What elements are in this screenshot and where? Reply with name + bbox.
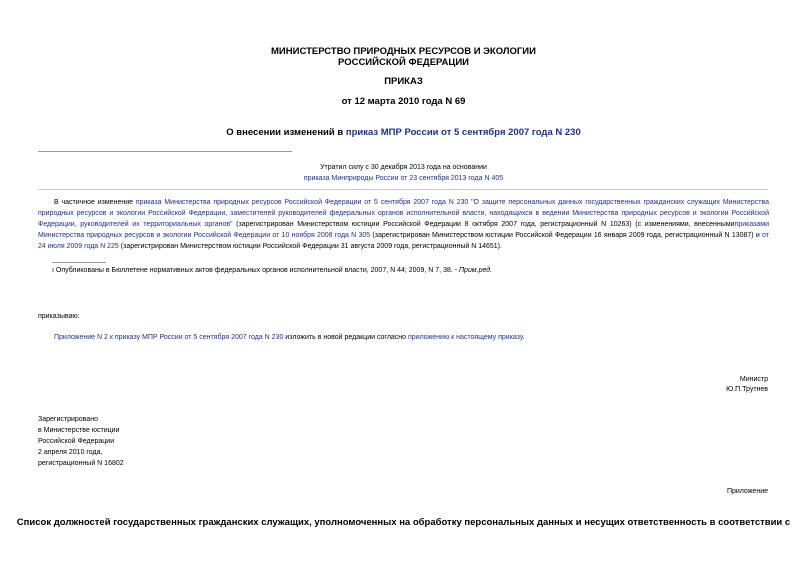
status-link[interactable]: приказа Минприроды России от 23 сентября 2013 года N 405 xyxy=(303,175,504,182)
footnote-divider xyxy=(52,262,106,263)
status-line-2 xyxy=(0,173,807,184)
preamble-text-4: (зарегистрирован Министерством юстиции Российской Федерации 31 августа 2009 года, регистрационный N 14651) xyxy=(118,243,500,250)
registration-block xyxy=(38,414,124,469)
registration-line-4: 2 апреля 2010 года, xyxy=(38,449,103,456)
divider-full xyxy=(38,189,768,190)
footnote-note: Прим.ред. xyxy=(458,267,493,274)
registration-line-1: Зарегистрировано xyxy=(38,416,98,423)
preamble-text-2: (зарегистрирован Министерством юстиции Российской Федерации 8 октября 2007 года, регистрационный N 10263) (с изменениями, внесенными xyxy=(232,221,735,228)
subject-prefix: О внесении изменений в xyxy=(226,127,346,138)
registration-line-5: регистрационный N 16802 xyxy=(38,460,124,467)
footnote-marker: ı xyxy=(52,267,54,274)
signature-title: Министр xyxy=(739,376,768,383)
divider-short xyxy=(38,151,292,152)
order-verb: приказываю: xyxy=(38,313,80,320)
order-link-2[interactable]: приложению к настоящему приказу xyxy=(408,334,523,341)
order-link-1[interactable]: Приложение N 2 к приказу МПР России от 5 сентября 2007 года N 230 xyxy=(54,334,284,341)
registration-line-2: в Министерстве юстиции xyxy=(38,427,120,434)
preamble-text-3: (зарегистрирован Министерством юстиции Российской Федерации 16 января 2009 года, регистрационный N 13087) и xyxy=(370,232,763,239)
signature-name: Ю.П.Трутнев xyxy=(726,386,768,393)
order-text: изложить в новой редакции согласно xyxy=(283,334,409,341)
preamble-link-3[interactable]: от 24 июля 2009 года N 225 xyxy=(38,232,769,250)
order-item xyxy=(54,332,768,343)
preamble-text-1: В частичное изменение xyxy=(54,199,136,206)
order-end: . xyxy=(522,334,525,341)
registration-line-3: Российской Федерации xyxy=(38,438,115,445)
appendix-label: Приложение xyxy=(726,488,768,495)
doc-date: от 12 марта 2010 года N 69 xyxy=(341,96,466,107)
subject-link[interactable]: приказ МПР России от 5 сентября 2007 года N 230 xyxy=(345,127,581,138)
preamble-paragraph xyxy=(38,197,769,252)
footnote xyxy=(52,265,768,276)
preamble-text-5: . xyxy=(500,243,502,250)
status-line-1: Утратил силу с 30 декабря 2013 года на основании xyxy=(320,164,487,171)
doc-type: ПРИКАЗ xyxy=(384,76,423,87)
ministry-line-2: РОССИЙСКОЙ ФЕДЕРАЦИИ xyxy=(337,57,469,68)
doc-subject xyxy=(0,127,807,138)
footnote-text: Опубликованы в Бюллетене нормативных актов федеральных органов исполнительной власти, 2007, N 44; 2009, N 7, 38. - xyxy=(55,267,459,274)
ministry-line-1: МИНИСТЕРСТВО ПРИРОДНЫХ РЕСУРСОВ И ЭКОЛОГИИ xyxy=(271,46,536,57)
appendix-title: Список должностей государственных гражданских служащих, уполномоченных на обработку персональных данных и несущих ответственность в соответствии с xyxy=(16,517,791,528)
preamble-link-2[interactable]: приказами Министерства природных ресурсов и экологии Российской Федерации от 10 ноября 2008 года N 305 xyxy=(38,221,769,239)
preamble-link-1[interactable]: приказа Министерства природных ресурсов Российской Федерации от 5 сентября 2007 года N 230 "О защите персональных данных государственных гражданских служащих Министерства природных ресурсов и экологии Российской Федерации, заместителей руководителей федеральных органов исполнительной власти, находящихся в ведении Министерства природных ресурсов и экологии Российской Федерации, руководителей их территориальных органов" xyxy=(38,199,769,228)
